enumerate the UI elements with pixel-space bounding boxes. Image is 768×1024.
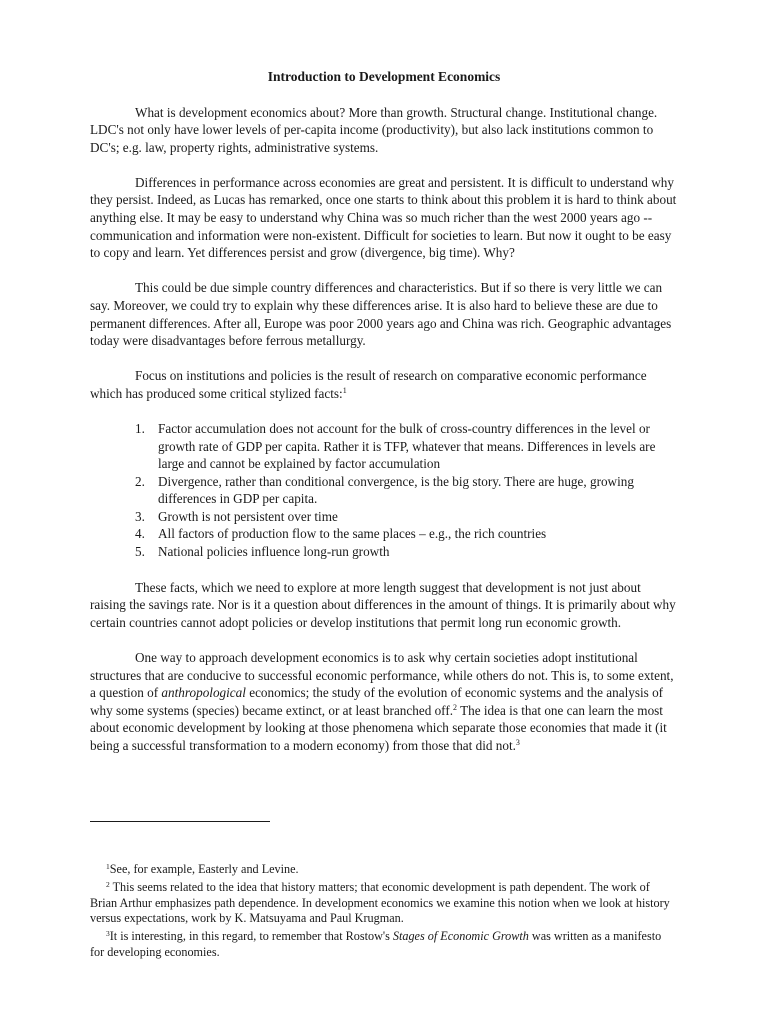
footnote-1 (90, 862, 678, 878)
list-item-text: Divergence, rather than conditional convergence, is the big story. There are huge, growing differences in GDP per capita. (158, 473, 634, 507)
footnotes (90, 862, 678, 963)
paragraph-3: This could be due simple country differences and characteristics. But if so there is very little we can say. Moreover, we could try to explain why these differences arise. It is also hard to believe these are due to permanent differences. After all, Europe was poor 2000 years ago and China was rich. Geographic advantages today were disadvantages before ferrous metallurgy. (90, 280, 672, 349)
footnote-mark-3: 3 (106, 929, 110, 939)
footnote-3-text-b: was written as a manifesto for developing economies. (90, 929, 662, 959)
document-body (90, 68, 678, 772)
list-item-number: 4. (135, 526, 145, 542)
paragraph-1: What is development economics about? More than growth. Structural change. Institutional change. LDC's not only have lower levels of per-capita income (productivity), but also lack institutions common to DC's; e.g. law, property rights, administrative systems. (90, 104, 658, 155)
list-item (90, 508, 678, 526)
paragraph-6-text-b: economics; the study of the evolution of economic systems and the analysis of why some systems (species) became extinct, or at least branched off. (90, 685, 664, 718)
list-item (90, 525, 678, 543)
list-item (90, 543, 678, 561)
footnote-1-text: See, for example, Easterly and Levine. (109, 862, 299, 876)
paragraph-6-text-a: One way to approach development economics is to ask why certain societies adopt institutional structures that are conducive to successful economic performance, while others do not. This is, to some extent, a question of (90, 649, 674, 701)
footnote-2 (90, 880, 678, 927)
paragraph-5: These facts, which we need to explore at more length suggest that development is not just about raising the savings rate. Nor is it a question about differences in the amount of things. It is primarily about why certain countries cannot adopt policies or develop institutions that permit long run economic growth. (90, 579, 676, 630)
footnote-separator (90, 821, 270, 822)
list-item-text: National policies influence long-run growth (158, 544, 390, 560)
footnote-3-text-a: It is interesting, in this regard, to remember that Rostow's (109, 929, 393, 944)
list-item-number: 3. (135, 508, 145, 524)
list-item-text: Factor accumulation does not account for the bulk of cross-country differences in the level or growth rate of GDP per capita. Rather it is TFP, whatever that means. Differences in levels are large and cannot be explained by factor accumulation (158, 420, 656, 472)
footnote-mark-1: 1 (106, 862, 110, 871)
emphasis-book-title: Stages of Economic Growth (392, 929, 529, 944)
paragraph-4 (90, 367, 678, 402)
stylized-facts-list (90, 420, 678, 561)
list-item-text: All factors of production flow to the same places – e.g., the rich countries (158, 526, 547, 542)
paragraph-4-text: Focus on institutions and policies is the result of research on comparative economic performance which has produced some critical stylized facts: (90, 368, 647, 401)
list-item-number: 1. (135, 420, 145, 436)
footnote-2-text: This seems related to the idea that history matters; that economic development is path dependent. The work of Brian Arthur emphasizes path dependence. In development economics we examine this notion when we look at history versus expectations, work by K. Matsuyama and Paul Krugman. (90, 879, 670, 926)
paragraph-6-text-c: The idea is that one can learn the most about economic development by looking at those phenomena which separate those economies that made it (it being a successful transformation to a modern economy) from those that did not. (90, 702, 667, 753)
footnote-ref-2: 2 (453, 702, 458, 712)
footnote-3 (90, 929, 678, 961)
list-item (90, 420, 678, 473)
list-item (90, 473, 678, 508)
footnote-mark-2: 2 (106, 879, 110, 889)
list-item-number: 2. (135, 473, 145, 489)
list-item-text: Growth is not persistent over time (158, 508, 338, 524)
footnote-ref-3: 3 (515, 737, 520, 747)
paragraph-2: Differences in performance across economies are great and persistent. It is difficult to understand why they persist. Indeed, as Lucas has remarked, once one starts to think about this problem it is hard to think about anything else. It may be easy to understand why China was so much richer than the west 2000 years ago -- communication and information were non-existent. Difficult for societies to learn. But now it ought to be easy to copy and learn. Yet differences persist and grow (divergence, big time). Why? (90, 174, 677, 261)
list-item-number: 5. (135, 544, 145, 560)
page-title: Introduction to Development Economics (267, 69, 501, 84)
footnote-ref-1: 1 (342, 385, 347, 395)
paragraph-6 (90, 649, 678, 755)
emphasis-anthropological: anthropological (161, 685, 246, 701)
